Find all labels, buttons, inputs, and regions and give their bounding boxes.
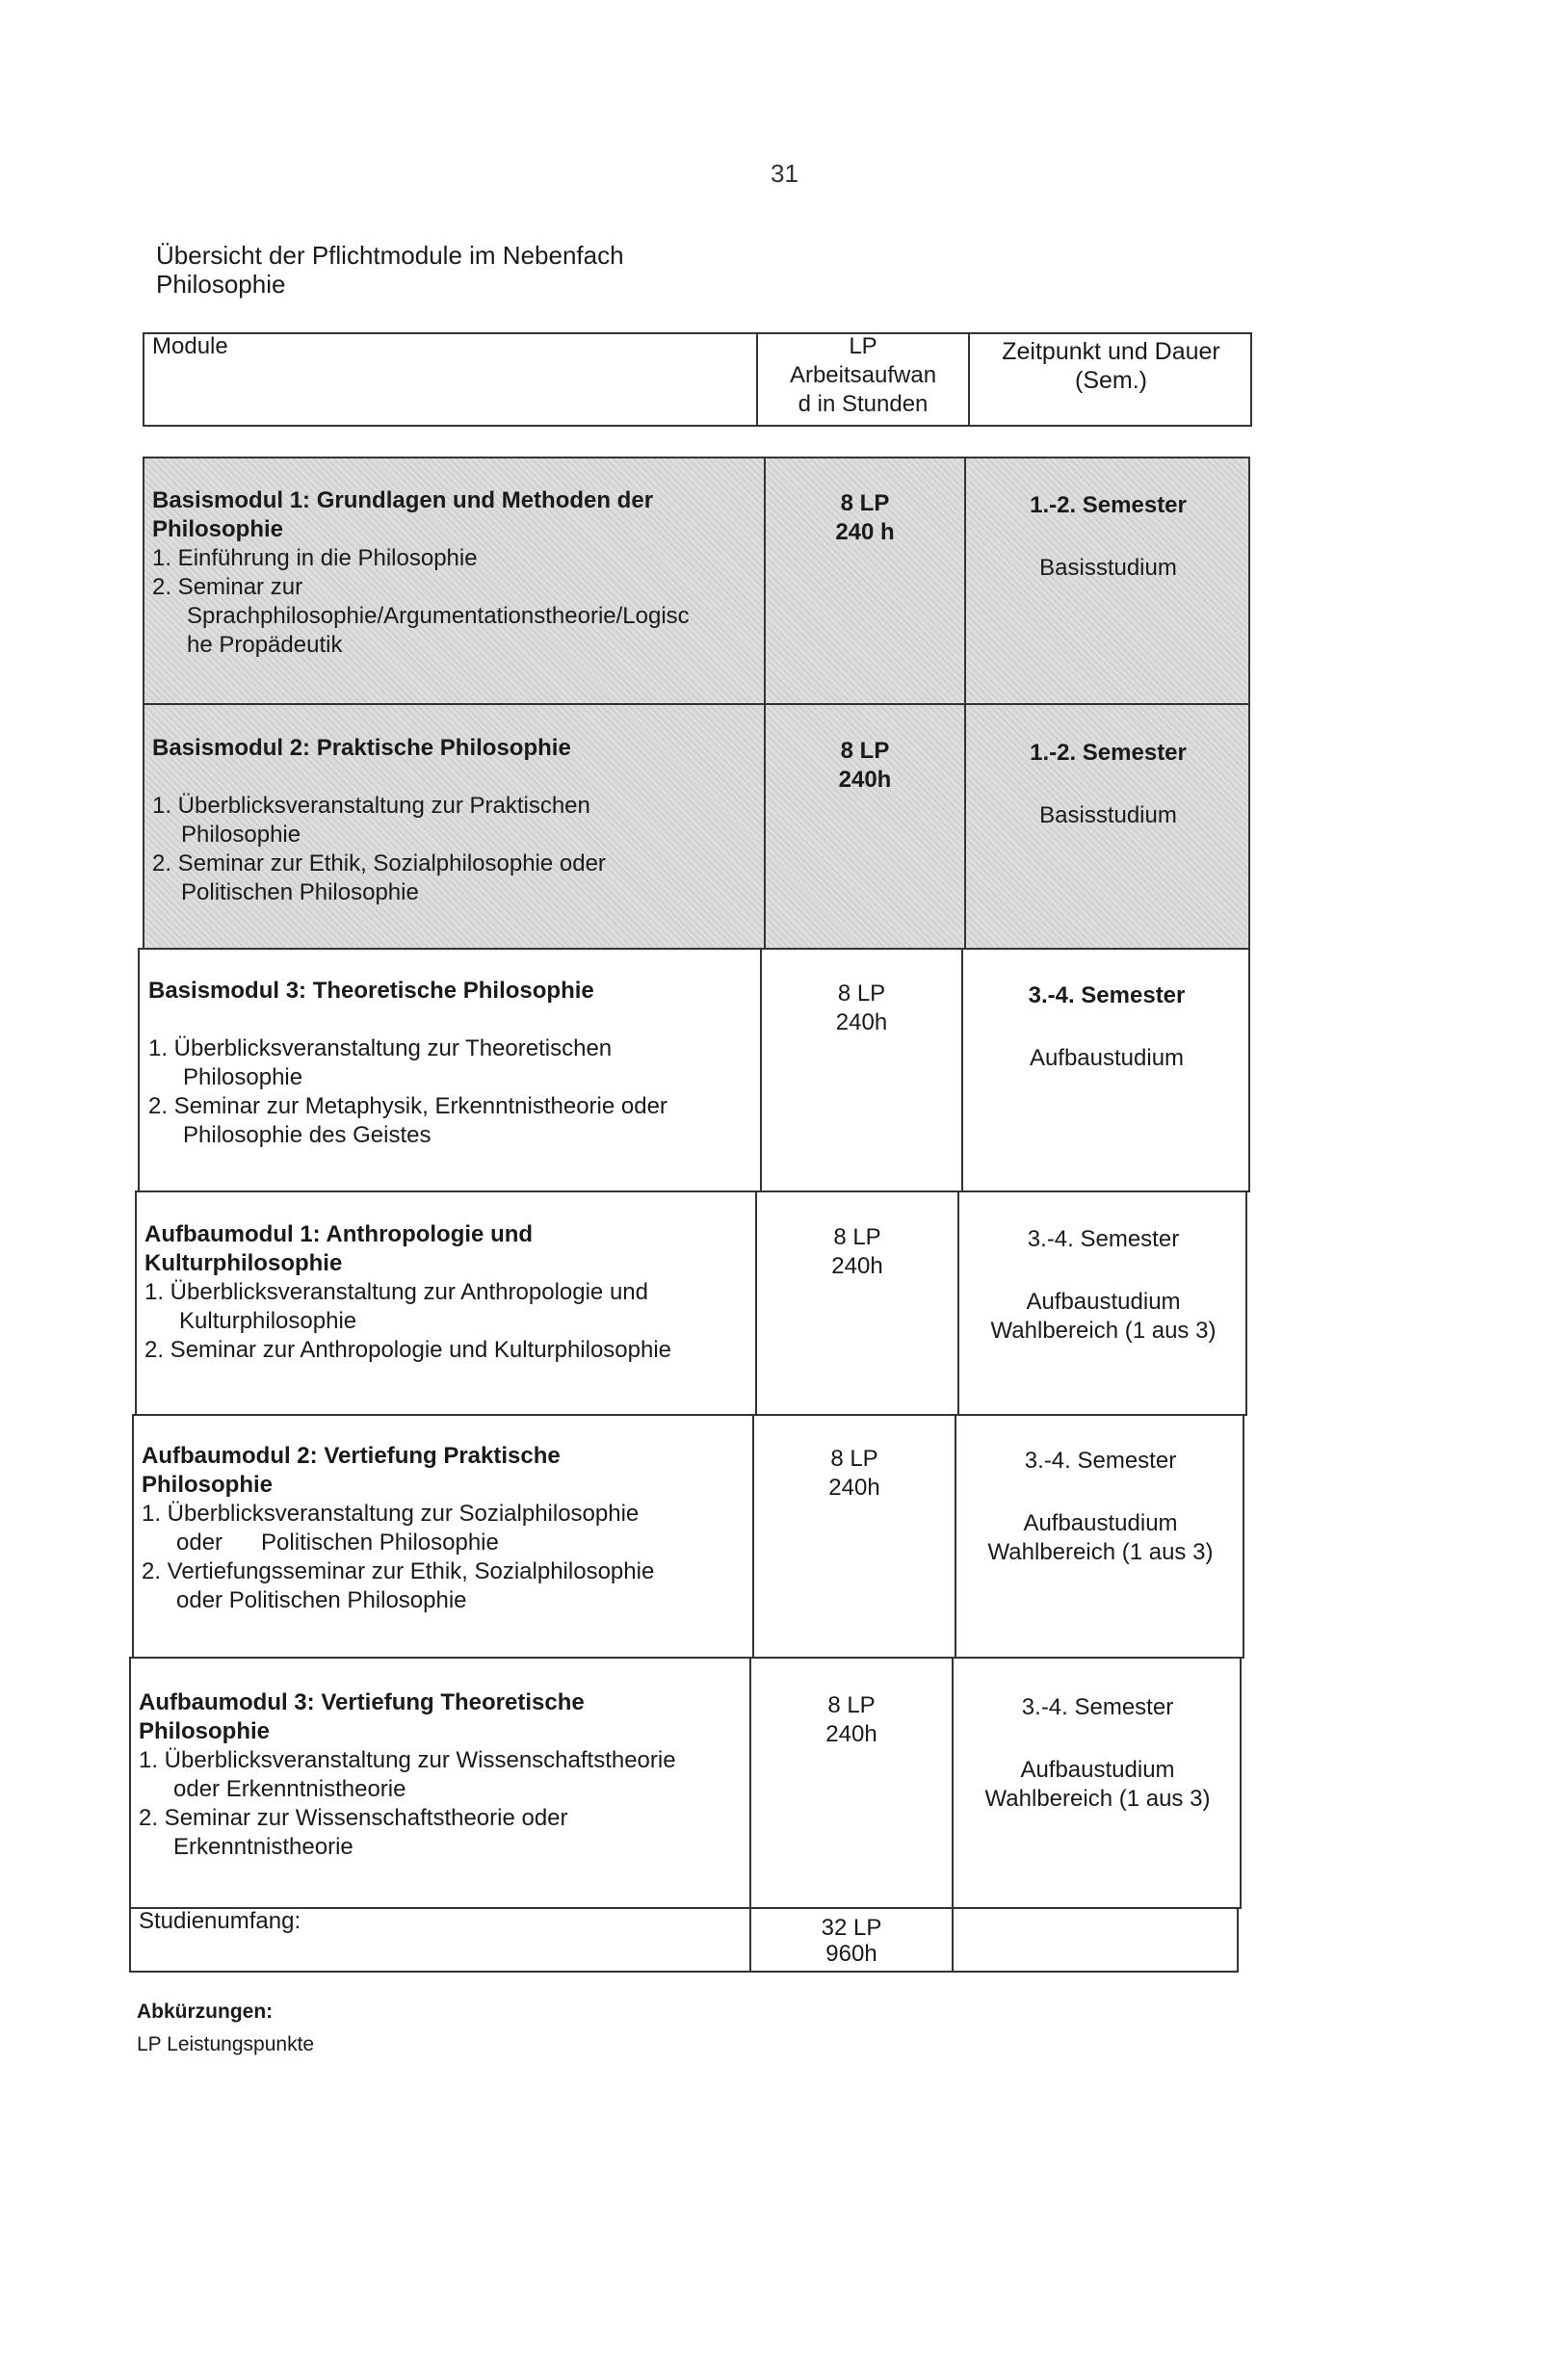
- module-1-title-line-1: Basismodul 1: Grundlagen und Methoden der: [152, 487, 654, 513]
- module-5-lp: [754, 1445, 955, 1503]
- module-1-description: [152, 486, 759, 660]
- total-lp-value: 32 LP: [821, 1915, 882, 1941]
- module-4-item-1: 1. Überblicksveranstaltung zur Anthropologie und: [144, 1279, 648, 1305]
- module-2-item-2: 2. Seminar zur Ethik, Sozialphilosophie oder: [152, 850, 606, 876]
- module-4-description: [144, 1220, 751, 1365]
- module-4-phase: Aufbaustudium: [1026, 1289, 1181, 1315]
- module-3-item-1-line-2: Philosophie: [183, 1064, 303, 1090]
- module-3-hours: 240h: [835, 1009, 888, 1035]
- module-3-time: [963, 981, 1250, 1073]
- module-6-item-2-line-2: Erkenntnistheorie: [173, 1834, 353, 1860]
- module-2-item-2-line-2: Politischen Philosophie: [181, 879, 419, 905]
- module-5-hours: 240h: [828, 1475, 880, 1501]
- header-time-line-1: Zeitpunkt und Dauer: [1002, 338, 1220, 365]
- header-module: Module: [152, 333, 228, 359]
- module-6-description: [139, 1688, 746, 1862]
- module-3-item-2-line-2: Philosophie des Geistes: [183, 1122, 432, 1148]
- module-5-lp-value: 8 LP: [830, 1446, 878, 1472]
- module-5-time: [956, 1447, 1244, 1567]
- module-1-lp-value: 8 LP: [840, 490, 890, 516]
- module-2-time: [966, 739, 1250, 830]
- module-4-time: [959, 1225, 1247, 1346]
- title-line-2: Philosophie: [156, 270, 286, 299]
- module-2-phase: Basisstudium: [1039, 802, 1177, 828]
- module-1-item-2-line-3: he Propädeutik: [187, 632, 343, 658]
- module-1-phase: Basisstudium: [1039, 555, 1177, 581]
- module-6-item-2: 2. Seminar zur Wissenschaftstheorie oder: [139, 1805, 568, 1831]
- module-3-lp-value: 8 LP: [837, 981, 886, 1007]
- module-2-title: Basismodul 2: Praktische Philosophie: [152, 735, 571, 761]
- module-1-item-2: 2. Seminar zur: [152, 574, 303, 600]
- module-5-phase: Aufbaustudium: [1023, 1510, 1178, 1536]
- module-4-hours: 240h: [831, 1253, 883, 1279]
- module-5-semester: 3.-4. Semester: [1024, 1448, 1177, 1474]
- module-6-time: [954, 1693, 1242, 1814]
- module-2-item-1: 1. Überblicksveranstaltung zur Praktischen: [152, 793, 590, 819]
- total-label: Studienumfang:: [139, 1908, 301, 1934]
- header-lp-line-2: Arbeitsaufwan: [789, 362, 937, 388]
- page-number: 31: [771, 159, 798, 188]
- module-6-semester: 3.-4. Semester: [1021, 1694, 1174, 1720]
- module-4-title-line-1: Aufbaumodul 1: Anthropologie und: [144, 1221, 534, 1247]
- module-3-semester: 3.-4. Semester: [1028, 982, 1186, 1008]
- module-2-item-1-line-2: Philosophie: [181, 822, 301, 848]
- module-1-title-line-2: Philosophie: [152, 516, 284, 542]
- module-5-item-1-line-2: oder Politischen Philosophie: [176, 1530, 499, 1556]
- header-lp: [758, 332, 968, 419]
- module-3-phase: Aufbaustudium: [1029, 1045, 1185, 1071]
- header-lp-line-3: d in Stunden: [798, 391, 929, 417]
- total-hours: 960h: [825, 1941, 877, 1967]
- module-3-item-1: 1. Überblicksveranstaltung zur Theoretischen: [148, 1035, 613, 1061]
- module-5-choice: Wahlbereich (1 aus 3): [987, 1539, 1214, 1565]
- header-time-line-2: (Sem.): [1075, 367, 1147, 394]
- module-2-semester: 1.-2. Semester: [1030, 740, 1187, 766]
- module-4-choice: Wahlbereich (1 aus 3): [990, 1318, 1217, 1344]
- module-5-item-1: 1. Überblicksveranstaltung zur Sozialphilosophie: [142, 1501, 640, 1527]
- module-2-lp: [766, 737, 964, 795]
- module-1-lp: [766, 489, 964, 547]
- title-line-1: Übersicht der Pflichtmodule im Nebenfach: [156, 241, 624, 270]
- module-1-semester: 1.-2. Semester: [1030, 492, 1187, 518]
- document-title: [156, 241, 734, 299]
- module-4-item-2: 2. Seminar zur Anthropologie und Kulturphilosophie: [144, 1337, 672, 1363]
- module-3-description: [148, 977, 755, 1150]
- module-1-hours: 240 h: [835, 519, 895, 545]
- module-1-time: [966, 491, 1250, 583]
- module-6-phase: Aufbaustudium: [1020, 1757, 1175, 1783]
- module-5-title-line-2: Philosophie: [142, 1472, 274, 1498]
- module-4-lp: [757, 1223, 957, 1281]
- module-6-item-1-line-2: oder Erkenntnistheorie: [173, 1776, 406, 1802]
- module-4-title-line-2: Kulturphilosophie: [144, 1250, 343, 1276]
- module-5-title-line-1: Aufbaumodul 2: Vertiefung Praktische: [142, 1443, 561, 1469]
- module-2-description: [152, 734, 759, 907]
- module-3-item-2: 2. Seminar zur Metaphysik, Erkenntnistheorie oder: [148, 1093, 667, 1119]
- module-6-choice: Wahlbereich (1 aus 3): [984, 1786, 1211, 1812]
- abbreviation-lp: LP Leistungspunkte: [137, 2033, 315, 2055]
- module-3-lp: [762, 980, 961, 1037]
- module-1-item-2-line-2: Sprachphilosophie/Argumentationstheorie/Logisc: [187, 603, 690, 629]
- module-3-title: Basismodul 3: Theoretische Philosophie: [148, 978, 594, 1004]
- module-4-item-1-line-2: Kulturphilosophie: [179, 1308, 357, 1334]
- module-4-semester: 3.-4. Semester: [1027, 1226, 1180, 1252]
- module-6-item-1: 1. Überblicksveranstaltung zur Wissenschaftstheorie: [139, 1747, 676, 1773]
- module-5-description: [142, 1442, 748, 1615]
- total-lp: [751, 1915, 952, 1967]
- module-6-hours: 240h: [825, 1721, 877, 1747]
- header-lp-line-1: LP: [849, 333, 877, 359]
- module-4-lp-value: 8 LP: [833, 1224, 881, 1250]
- abbreviations-heading: Abkürzungen:: [137, 2001, 274, 2023]
- module-2-hours: 240h: [838, 767, 892, 793]
- module-6-lp: [751, 1691, 952, 1749]
- header-time: [970, 337, 1252, 395]
- module-5-item-2: 2. Vertiefungsseminar zur Ethik, Sozialphilosophie: [142, 1558, 655, 1584]
- module-2-lp-value: 8 LP: [840, 738, 890, 764]
- module-6-title-line-2: Philosophie: [139, 1718, 271, 1744]
- module-6-lp-value: 8 LP: [827, 1692, 876, 1718]
- module-1-item-1: 1. Einführung in die Philosophie: [152, 545, 478, 571]
- module-6-title-line-1: Aufbaumodul 3: Vertiefung Theoretische: [139, 1689, 585, 1715]
- module-5-item-2-line-2: oder Politischen Philosophie: [176, 1587, 467, 1613]
